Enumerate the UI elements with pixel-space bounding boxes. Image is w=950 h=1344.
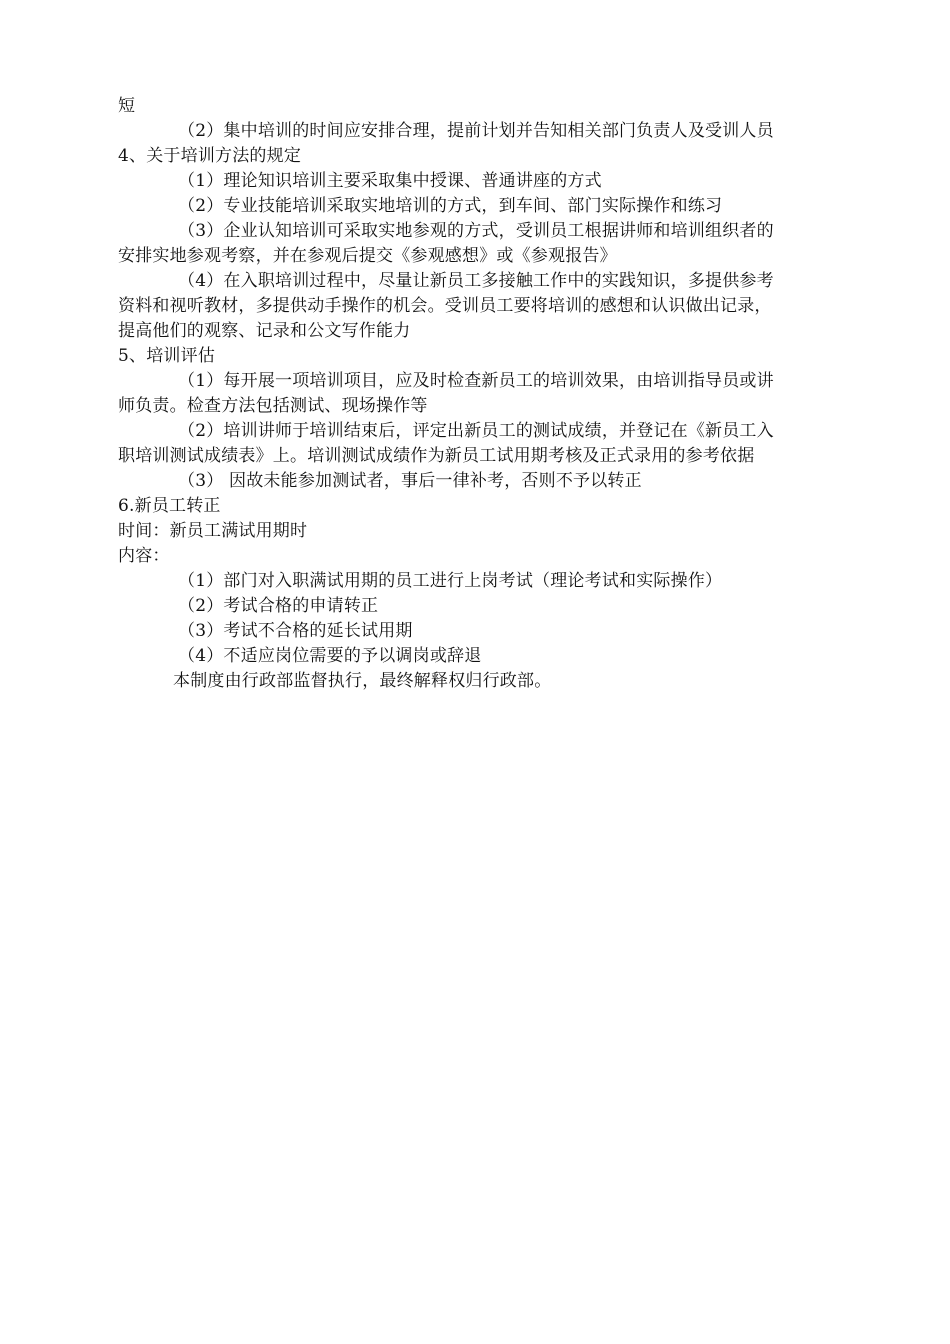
text-line: 内容： (118, 546, 170, 566)
text-line: （2）专业技能培训采取实地培训的方式，到车间、部门实际操作和练习 (178, 196, 723, 216)
text-line: （4）不适应岗位需要的予以调岗或辞退 (178, 646, 482, 666)
section-heading: 4、关于培训方法的规定 (118, 146, 302, 166)
text-line: （3） 因故未能参加测试者，事后一律补考，否则不予以转正 (178, 471, 642, 491)
text-line: （1）理论知识培训主要采取集中授课、普通讲座的方式 (178, 171, 602, 191)
text-line: （1）部门对入职满试用期的员工进行上岗考试（理论考试和实际操作） (178, 571, 723, 591)
text-line: （3）考试不合格的延长试用期 (178, 621, 413, 641)
text-line: （2）考试合格的申请转正 (178, 596, 379, 616)
section-heading: 6.新员工转正 (118, 496, 221, 516)
text-line: 资料和视听教材，多提供动手操作的机会。受训员工要将培训的感想和认识做出记录， (118, 296, 772, 316)
document-page (118, 94, 838, 694)
text-line: （1）每开展一项培训项目，应及时检查新员工的培训效果，由培训指导员或讲 (178, 371, 774, 391)
text-line: 职培训测试成绩表》上。培训测试成绩作为新员工试用期考核及正式录用的参考依据 (118, 446, 755, 466)
text-line: （4）在入职培训过程中，尽量让新员工多接触工作中的实践知识，多提供参考 (178, 271, 774, 291)
text-line: 短 (118, 96, 136, 116)
text-line: （3）企业认知培训可采取实地参观的方式，受训员工根据讲师和培训组织者的 (178, 221, 774, 241)
text-line: 时间：新员工满试用期时 (118, 521, 308, 541)
text-line: 师负责。检查方法包括测试、现场操作等 (118, 396, 428, 416)
text-line: 提高他们的观察、记录和公文写作能力 (118, 321, 411, 341)
section-heading: 5、培训评估 (118, 346, 216, 366)
text-line: （2）集中培训的时间应安排合理，提前计划并告知相关部门负责人及受训人员 (178, 121, 774, 141)
text-line: 安排实地参观考察，并在参观后提交《参观感想》或《参观报告》 (118, 246, 617, 266)
text-line: （2）培训讲师于培训结束后，评定出新员工的测试成绩，并登记在《新员工入 (178, 421, 774, 441)
closing-statement: 本制度由行政部监督执行，最终解释权归行政部。 (173, 671, 552, 691)
